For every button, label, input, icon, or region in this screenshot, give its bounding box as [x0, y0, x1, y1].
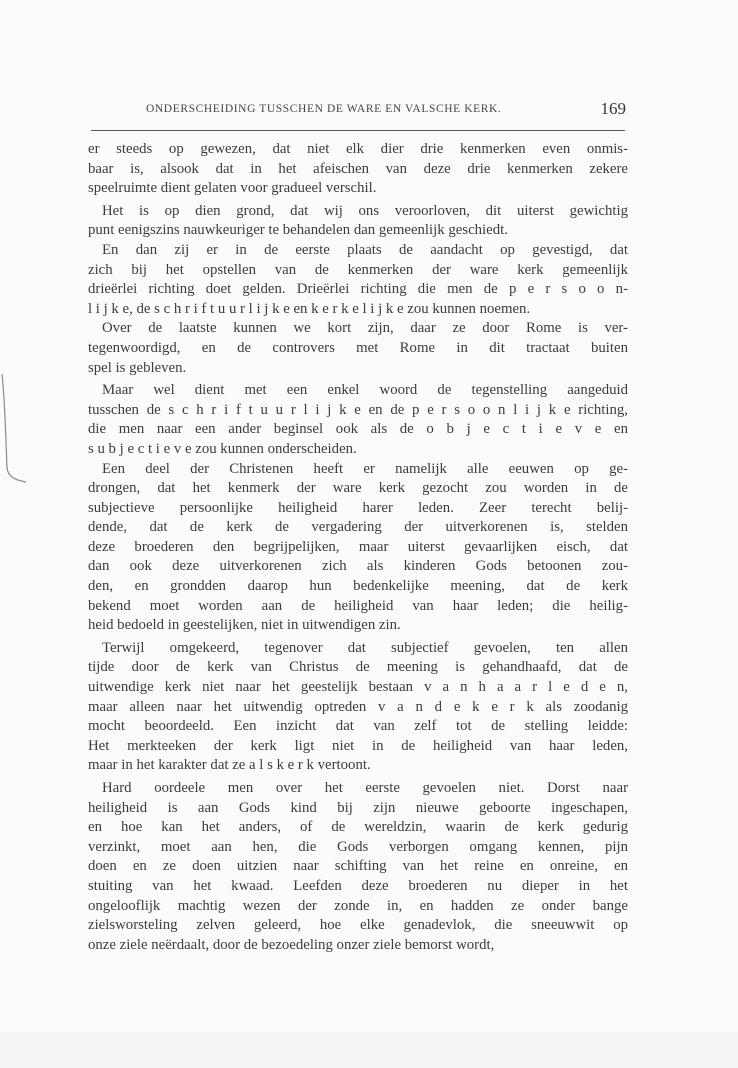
body-text: [88, 140, 628, 955]
text-line: tijde door de kerk van Christus de meening is gehandhaafd, dat de: [88, 659, 628, 676]
text-line: en hoe kan het anders, of de wereldzin, waarin de kerk gedurig: [88, 819, 628, 836]
text-line: Maar wel dient met een enkel woord de tegenstelling aangeduid: [102, 382, 628, 399]
text-line: s u b j e c t i e v e zou kunnen onderscheiden.: [88, 440, 357, 457]
text-line: Terwijl omgekeerd, tegenover dat subjectief gevoelen, ten allen: [102, 639, 628, 656]
running-head-title: ONDERSCHEIDING TUSSCHEN DE WARE EN VALSCHE KERK.: [146, 103, 502, 115]
text-line: drongen, dat het kenmerk der ware kerk gezocht zou worden in de: [88, 480, 628, 497]
text-line: uitwendige kerk niet naar het geestelijk bestaan v a n h a a r l e d e n,: [88, 679, 628, 696]
text-line: maar alleen naar het uitwendig optreden v a n d e k e r k als zoodanig: [88, 698, 628, 715]
text-line: onze ziele neërdaalt, door de bezoedeling onzer ziele bemorst wordt,: [88, 936, 495, 953]
text-line: ongelooflijk machtig wezen der zonde in, en hadden ze onder bange: [88, 897, 628, 914]
text-line: Een deel der Christenen heeft er namelijk alle eeuwen op ge-: [102, 460, 628, 477]
text-line: zielsworsteling zelven geleerd, hoe elke genadevlok, die sneeuwwit op: [88, 917, 628, 934]
text-line: die men naar een ander beginsel ook als de o b j e c t i e v e en: [88, 421, 628, 438]
text-line: Het is op dien grond, dat wij ons veroorloven, dit uiterst gewichtig: [102, 202, 628, 219]
margin-bracket-mark: [0, 372, 30, 484]
text-line: verzinkt, moet aan hen, die Gods verborgen omgang kennen, pijn: [88, 838, 628, 855]
text-line: Hard oordeele men over het eerste gevoelen niet. Dorst naar: [102, 780, 628, 796]
text-line: punt eenigszins nauwkeuriger te behandelen dan gemeenlijk geschiedt.: [88, 222, 508, 239]
text-line: heiligheid is aan Gods kind bij zijn nieuwe geboorte ingeschapen,: [88, 799, 628, 816]
text-line: dende, dat de kerk de vergadering der uitverkorenen is, stelden: [88, 519, 628, 536]
text-line: bekend moet worden aan de heiligheid van haar leden; die heilig-: [88, 597, 628, 614]
text-line: subjectieve persoonlijke heiligheid harer leden. Zeer terecht belij-: [88, 499, 628, 516]
text-line: den, en grondden daarop hun bedenkelijke meening, dat de kerk: [88, 578, 628, 595]
text-line: l i j k e, de s c h r i f t u u r l i j k e en k e r k e l i j k e zou kunnen noemen.: [88, 300, 531, 317]
text-line: maar in het karakter dat ze a l s k e r k vertoont.: [88, 757, 371, 774]
text-line: stuiting van het kwaad. Leefden deze broederen nu dieper in het: [88, 877, 628, 894]
text-line: mocht beoordeeld. Een inzicht dat van zelf tot de stelling leidde:: [88, 718, 628, 735]
text-line: dan ook deze uitverkorenen zich als kinderen Gods betoonen zou-: [88, 558, 628, 575]
text-line: er steeds op gewezen, dat niet elk dier drie kenmerken even onmis-: [88, 141, 628, 157]
text-line: Over de laatste kunnen we kort zijn, daar ze door Rome is ver-: [102, 320, 628, 337]
text-line: deze broederen den begrijpelijken, maar uiterst gevaarlijken eisch, dat: [88, 538, 628, 555]
page-number: 169: [600, 99, 626, 118]
text-line: tegenwoordigd, en de controvers met Rome in dit tractaat buiten: [88, 339, 628, 356]
text-line: tusschen de s c h r i f t u u r l i j k e en de p e r s o o n l i j k e richting,: [88, 401, 628, 418]
text-line: Het merkteeken der kerk ligt niet in de heiligheid van haar leden,: [88, 737, 628, 754]
text-line: drieërlei richting doet gelden. Drieërlei richting die men de p e r s o o n-: [88, 281, 628, 298]
text-line: speelruimte dient gelaten voor gradueel verschil.: [88, 180, 377, 197]
text-line: doen en ze doen uitzien naar schifting van het reine en onreine, en: [88, 858, 628, 875]
running-head: [146, 101, 626, 121]
text-line: baar is, alsook dat in het afeischen van deze drie kenmerken zekere: [88, 160, 628, 177]
page-bottom-edge: [0, 1032, 738, 1068]
text-line: heid bedoeld in geestelijken, niet in uitwendigen zin.: [88, 617, 401, 634]
text-line: spel is gebleven.: [88, 359, 187, 376]
header-rule: [91, 130, 625, 131]
text-line: zich bij het opstellen van de kenmerken der ware kerk gemeenlijk: [88, 261, 628, 278]
text-line: En dan zij er in de eerste plaats de aandacht op gevestigd, dat: [102, 241, 628, 258]
